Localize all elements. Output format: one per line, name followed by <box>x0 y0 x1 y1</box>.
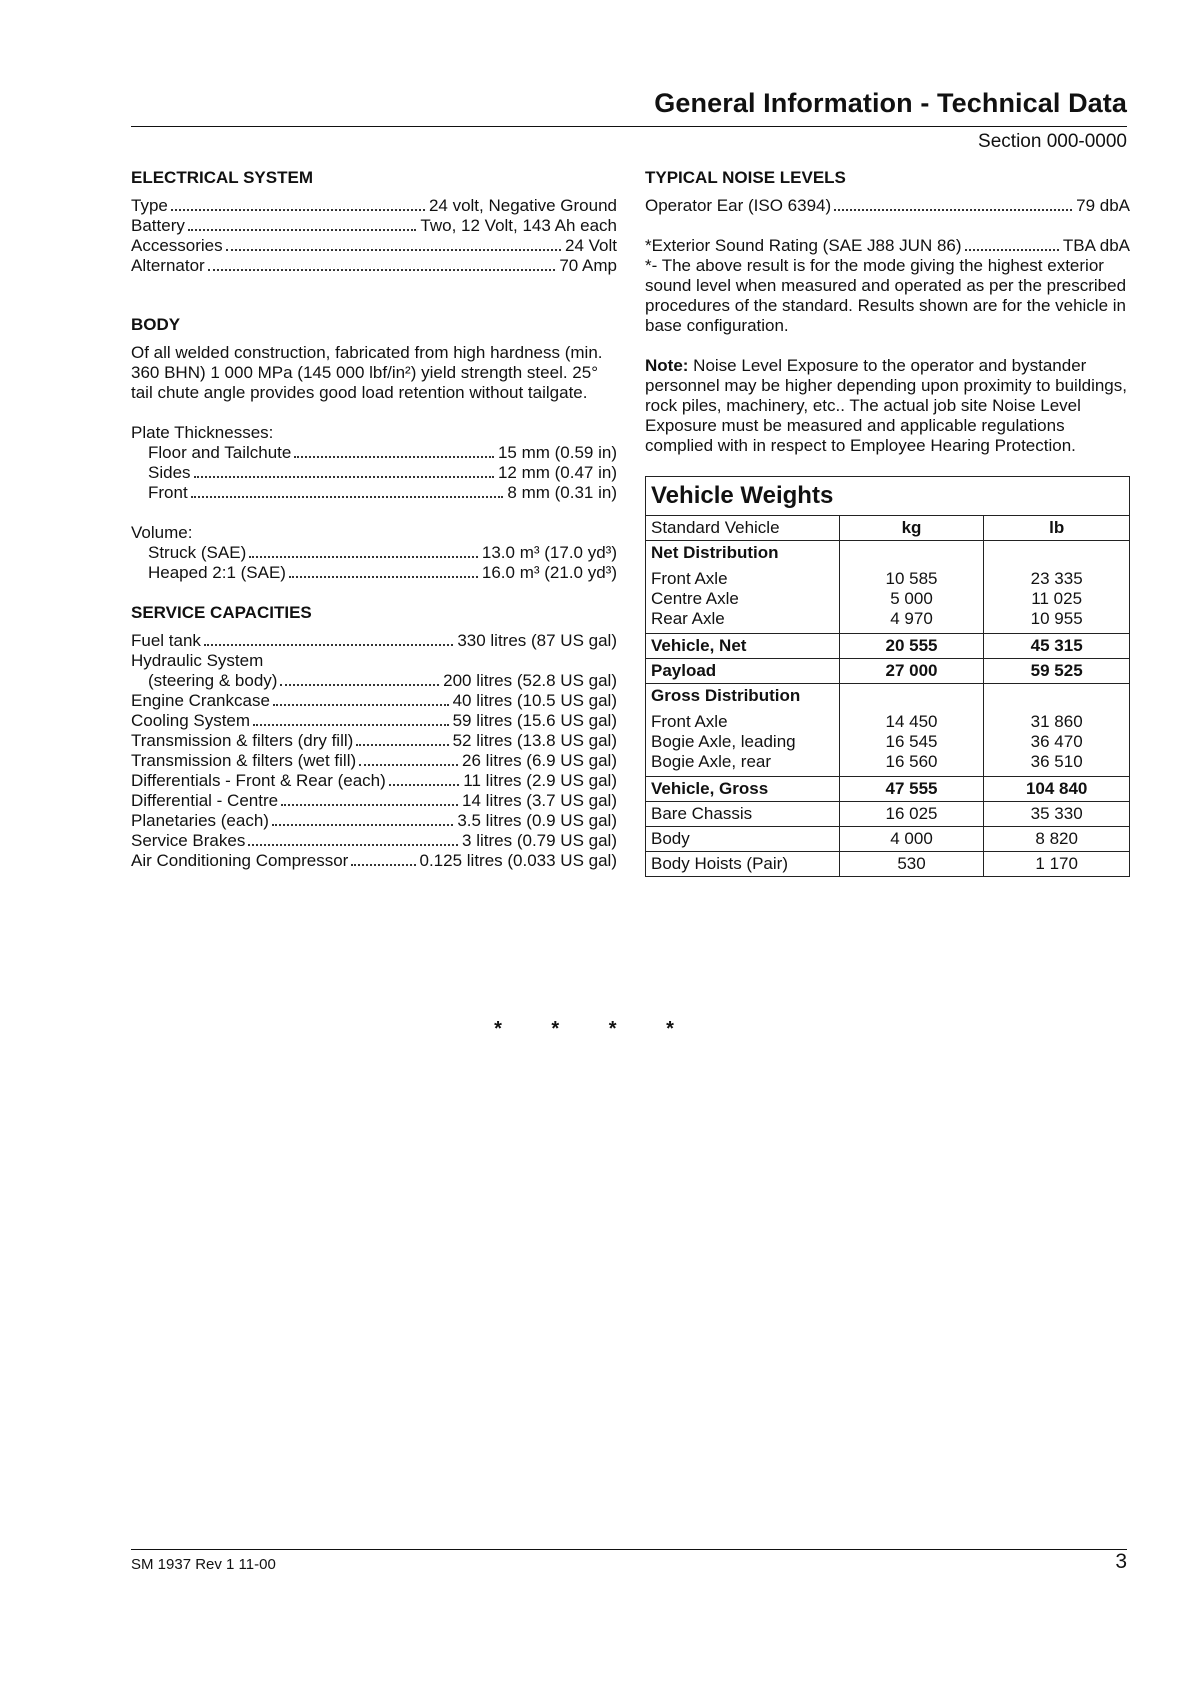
footer-divider <box>131 1549 1127 1550</box>
row-label: Front Axle <box>651 712 728 731</box>
table-row <box>646 565 1130 634</box>
lb-value: 31 860 <box>1030 712 1083 731</box>
noise-exposure-note <box>645 356 1130 456</box>
page-number: 3 <box>1115 1550 1127 1573</box>
spec-label: Air Conditioning Compressor <box>131 851 349 870</box>
kg-value: 14 450 <box>885 712 938 731</box>
row-label: Body <box>646 827 840 852</box>
spec-value: 3 litres (0.79 US gal) <box>462 831 617 850</box>
spec-row <box>131 851 617 871</box>
spec-label: (steering & body) <box>148 671 278 690</box>
noise-heading: TYPICAL NOISE LEVELS <box>645 168 846 187</box>
spec-row <box>131 711 617 731</box>
lb-value: 36 470 <box>1030 732 1083 751</box>
kg-value: 27 000 <box>839 659 984 684</box>
spec-value: TBA dbA <box>1062 236 1130 255</box>
row-label: Bogie Axle, rear <box>651 752 772 771</box>
row-label: Bogie Axle, leading <box>651 732 796 751</box>
spec-row <box>131 463 617 483</box>
lb-value: 8 820 <box>984 827 1130 852</box>
spec-row <box>131 483 617 503</box>
spec-value: 12 mm (0.47 in) <box>497 463 617 482</box>
hydraulic-label: Hydraulic System <box>131 651 264 670</box>
spec-label: Alternator <box>131 256 205 275</box>
spec-row <box>131 831 617 851</box>
spec-label: Service Brakes <box>131 831 246 850</box>
vehicle-weights-table <box>645 476 1130 877</box>
lb-value: 11 025 <box>1031 589 1083 608</box>
spec-label: Struck (SAE) <box>148 543 247 562</box>
left-column <box>131 168 617 891</box>
spec-value: 70 Amp <box>559 256 617 275</box>
spec-row <box>131 216 617 236</box>
table-row <box>646 708 1130 777</box>
spec-label: Engine Crankcase <box>131 691 270 710</box>
spec-value: 24 volt, Negative Ground <box>428 196 617 215</box>
lb-value: 1 170 <box>984 852 1130 877</box>
spec-value: 3.5 litres (0.9 US gal) <box>457 811 617 830</box>
service-heading: SERVICE CAPACITIES <box>131 603 312 622</box>
kg-value: 5 000 <box>890 589 933 608</box>
kg-value: 47 555 <box>839 777 984 802</box>
spec-row <box>131 791 617 811</box>
row-label: Bare Chassis <box>646 802 840 827</box>
lb-value: 10 955 <box>1030 609 1083 628</box>
table-row <box>646 659 1130 684</box>
spec-label: Type <box>131 196 168 215</box>
lb-value: 59 525 <box>984 659 1130 684</box>
spec-row <box>131 631 617 651</box>
lb-value: 36 510 <box>1030 752 1083 771</box>
column-header: kg <box>839 516 984 541</box>
spec-value: 11 litres (2.9 US gal) <box>463 771 617 790</box>
spec-value: 52 litres (13.8 US gal) <box>452 731 617 750</box>
row-label: Vehicle, Gross <box>646 777 840 802</box>
spec-value: 16.0 m³ (21.0 yd³) <box>481 563 617 582</box>
column-header: Standard Vehicle <box>646 516 840 541</box>
spec-value: 59 litres (15.6 US gal) <box>452 711 617 730</box>
spec-row <box>131 443 617 463</box>
kg-value: 530 <box>839 852 984 877</box>
lb-value: 104 840 <box>984 777 1130 802</box>
spec-value: 0.125 litres (0.033 US gal) <box>419 851 617 870</box>
table-row <box>646 634 1130 659</box>
spec-row <box>131 563 617 583</box>
kg-value: 4 000 <box>839 827 984 852</box>
spec-label: Heaped 2:1 (SAE) <box>148 563 286 582</box>
spec-label: Front <box>148 483 188 502</box>
header-divider <box>131 126 1127 127</box>
spec-value: 330 litres (87 US gal) <box>457 631 617 650</box>
spec-value: 15 mm (0.59 in) <box>497 443 617 462</box>
document-reference: SM 1937 Rev 1 11-00 <box>131 1556 276 1573</box>
kg-value: 16 560 <box>885 752 938 771</box>
section-number: Section 000-0000 <box>978 131 1127 152</box>
spec-label: Floor and Tailchute <box>148 443 292 462</box>
spec-label: Operator Ear (ISO 6394) <box>645 196 832 215</box>
spec-row <box>131 671 617 691</box>
spec-label: Differentials - Front & Rear (each) <box>131 771 386 790</box>
electrical-system-section <box>131 168 617 276</box>
spec-label: Differential - Centre <box>131 791 279 810</box>
spec-label: *Exterior Sound Rating (SAE J88 JUN 86) <box>645 236 962 255</box>
spec-row <box>131 236 617 256</box>
right-column <box>645 168 1130 877</box>
spec-row <box>131 196 617 216</box>
row-label: Rear Axle <box>651 609 725 628</box>
column-header: lb <box>984 516 1130 541</box>
spec-label: Transmission & filters (dry fill) <box>131 731 354 750</box>
volume-label: Volume: <box>131 523 193 542</box>
kg-value: 16 025 <box>839 802 984 827</box>
spec-row <box>131 771 617 791</box>
spec-label: Fuel tank <box>131 631 201 650</box>
spec-row <box>131 751 617 771</box>
table-row <box>646 827 1130 852</box>
body-section <box>131 315 617 583</box>
lb-value: 23 335 <box>1030 569 1083 588</box>
spec-row <box>645 236 1130 256</box>
table-row <box>646 684 1130 709</box>
spec-row <box>645 196 1130 216</box>
spec-value: 24 Volt <box>565 236 617 255</box>
body-heading: BODY <box>131 315 181 334</box>
row-label: Vehicle, Net <box>646 634 840 659</box>
spec-row <box>131 543 617 563</box>
plate-thickness-label: Plate Thicknesses: <box>131 423 274 442</box>
spec-value: 200 litres (52.8 US gal) <box>443 671 617 690</box>
spec-row <box>131 256 617 276</box>
row-label: Payload <box>646 659 840 684</box>
spec-value: 14 litres (3.7 US gal) <box>462 791 617 810</box>
spec-label: Cooling System <box>131 711 251 730</box>
spec-value: 8 mm (0.31 in) <box>507 483 617 502</box>
spec-label: Planetaries (each) <box>131 811 269 830</box>
exterior-sound-note: *- The above result is for the mode giving the highest exterior sound level when measured and operated as per the prescribed procedures of the standard. Results shown are for the vehicle in base configuration. <box>645 256 1127 335</box>
table-row <box>646 852 1130 877</box>
spec-value: 13.0 m³ (17.0 yd³) <box>481 543 617 562</box>
table-row <box>646 541 1130 566</box>
table-header-row <box>646 516 1130 541</box>
spec-label: Accessories <box>131 236 223 255</box>
group-heading: Gross Distribution <box>646 684 840 709</box>
row-label: Body Hoists (Pair) <box>646 852 840 877</box>
spec-row <box>131 691 617 711</box>
spec-value: 40 litres (10.5 US gal) <box>452 691 617 710</box>
spec-label: Battery <box>131 216 185 235</box>
spec-row <box>131 811 617 831</box>
lb-value: 35 330 <box>984 802 1130 827</box>
spec-row <box>131 731 617 751</box>
kg-value: 4 970 <box>890 609 933 628</box>
spec-value: 79 dbA <box>1076 196 1130 215</box>
spec-value: Two, 12 Volt, 143 Ah each <box>420 216 617 235</box>
weights-table-title: Vehicle Weights <box>646 477 1130 516</box>
kg-value: 10 585 <box>885 569 938 588</box>
table-row <box>646 777 1130 802</box>
kg-value: 16 545 <box>885 732 938 751</box>
group-heading: Net Distribution <box>646 541 840 566</box>
body-description: Of all welded construction, fabricated from high hardness (min. 360 BHN) 1 000 MPa (145 000 lbf/in²) yield strength steel. 25° tail chute angle provides good load retention without tailgate. <box>131 343 603 402</box>
spec-label: Transmission & filters (wet fill) <box>131 751 357 770</box>
section-separator: * * * * <box>494 1018 696 1040</box>
spec-value: 26 litres (6.9 US gal) <box>462 751 617 770</box>
page-title: General Information - Technical Data <box>654 88 1127 118</box>
service-capacities-section <box>131 603 617 871</box>
note-text: Noise Level Exposure to the operator and bystander personnel may be higher depending upon proximity to buildings, rock piles, machinery, etc.. The actual job site Noise Level Exposure must be measured and applicable regulations complied with in respect to Employee Hearing Protection. <box>645 356 1127 455</box>
note-label: Note: <box>645 356 689 375</box>
row-label: Front Axle <box>651 569 728 588</box>
table-row <box>646 802 1130 827</box>
spec-label: Sides <box>148 463 191 482</box>
kg-value: 20 555 <box>839 634 984 659</box>
noise-levels-section <box>645 168 1130 456</box>
electrical-heading: ELECTRICAL SYSTEM <box>131 168 313 187</box>
lb-value: 45 315 <box>984 634 1130 659</box>
row-label: Centre Axle <box>651 589 739 608</box>
